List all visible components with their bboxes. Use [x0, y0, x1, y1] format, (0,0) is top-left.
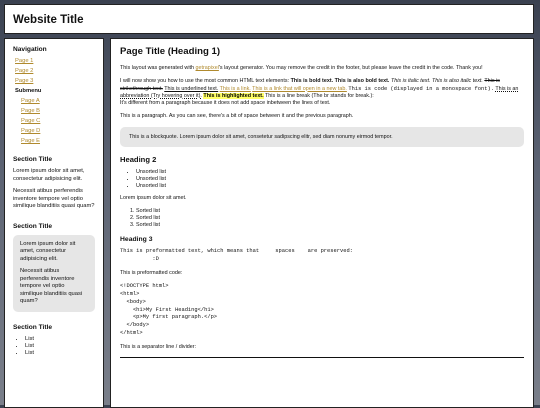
line-break-text: This is a line break (The br stands for break.): [265, 92, 374, 99]
heading-2: Heading 2 [120, 154, 157, 164]
underlined-text: This is underlined text. [164, 85, 219, 92]
elements-paragraph [120, 78, 524, 107]
elements-lead: I will now show you how to use the most common HTML text elements: [120, 78, 291, 85]
nav-list [13, 58, 95, 84]
highlighted-text: This is highlighted text. [203, 92, 264, 99]
list-item: 3. Sorted list [136, 222, 524, 228]
main-content [110, 38, 534, 408]
sidebar-box [13, 235, 95, 312]
submenu-heading: Submenu [15, 88, 42, 94]
sidebar-section-1 [13, 156, 95, 211]
nav-link-page-1[interactable]: Page 1 [15, 58, 34, 64]
lorem-text: Lorem ipsum dolor sit amet. [120, 194, 187, 201]
nav-link-page-2[interactable]: Page 2 [15, 68, 34, 74]
inline-code: This is code (displayed in a monospace font). [348, 85, 494, 92]
section-text: Lorem ipsum dolor sit amet, consectetur adipisicing elit. [13, 168, 85, 182]
heading-3: Heading 3 [120, 236, 153, 244]
sidebar-section-2 [13, 223, 95, 312]
section-text: Necessit atibus perferendis inventore tempore vel optio similique blanditiis quasi quam? [13, 188, 95, 210]
intro-paragraph [120, 65, 524, 72]
section-title: Section Title [13, 323, 53, 331]
preformatted-code-label: This is preformatted code: [120, 269, 183, 276]
section-title: Section Title [13, 222, 53, 230]
separator-label: This is a separator line / divider: [120, 343, 197, 350]
abbreviation: This is an abbreviation (Try hovering over it). [120, 85, 519, 99]
submenu-link-page-e[interactable]: Page E [21, 138, 41, 144]
section-text: Necessit atibus perferendis inventore tempore vel optio similique blanditiis quasi quam? [20, 268, 83, 305]
section-text: Lorem ipsum dolor sit amet, consectetur adipisicing elit. [20, 240, 76, 262]
code-block: <!DOCTYPE html> <html> <body> <h1>My First Heading</h1> <p>My first paragraph.</p> </body> </html> [120, 283, 218, 336]
sidebar-list [13, 336, 95, 356]
section-title: Section Title [13, 156, 53, 163]
nav-heading: Navigation [13, 46, 47, 53]
example-link-new-tab[interactable]: This is a link that will open in a new tab. [252, 85, 347, 92]
site-header [4, 4, 534, 34]
blockquote: This is a blockquote. Lorem ipsum dolor sit amet, consetetur sadipscing elitr, sed diam nonumy eirmod tempor. [120, 127, 524, 147]
preformatted-text: This is preformatted text, which means that spaces are preserved: :D [120, 248, 353, 262]
list-item: • Unsorted list [136, 169, 524, 175]
submenu-link-page-c[interactable]: Page C [21, 118, 41, 124]
sidebar-section-3 [13, 324, 95, 356]
sidebar [4, 38, 104, 408]
list-item: • Unsorted list [136, 176, 524, 182]
nav-link-page-3[interactable]: Page 3 [15, 78, 34, 84]
bold-text: This is bold text. [290, 78, 334, 85]
intro-text: This layout was generated with [120, 65, 196, 71]
generator-link[interactable]: getrapixel [195, 65, 219, 71]
page-title: Page Title (Heading 1) [120, 46, 221, 57]
list-item: 1. Sorted list [136, 208, 524, 214]
list-item: 2. Sorted list [136, 215, 524, 221]
unsorted-list [120, 169, 524, 189]
list-item: • List [25, 343, 95, 349]
list-item: • Unsorted list [136, 183, 524, 189]
strikethrough-text: This is strikethrough text. [120, 78, 500, 92]
submenu-link-page-b[interactable]: Page B [21, 108, 41, 114]
after-break-text: It's different from a paragraph because it does not add space inbetween the lines of text. [120, 100, 331, 107]
submenu-list [13, 98, 95, 144]
submenu-link-page-a[interactable]: Page A [21, 98, 40, 104]
site-title: Website Title [13, 14, 84, 26]
example-link[interactable]: This is a link. [219, 85, 251, 92]
sorted-list [120, 208, 524, 228]
also-italic-text: This is also italic text. [431, 78, 483, 85]
italic-text: This is italic text. [390, 78, 431, 85]
intro-text: 's layout generator. You may remove the credit in the footer, but please leave the credit in the code. Thank you! [218, 65, 483, 71]
also-bold-text: This is also bold text. [334, 78, 390, 85]
list-item: • List [25, 336, 95, 342]
submenu-link-page-d[interactable]: Page D [21, 128, 41, 134]
paragraph: This is a paragraph. As you can see, there's a bit of space between it and the previous paragraph. [120, 113, 354, 120]
separator-line [120, 357, 524, 358]
list-item: • List [25, 350, 95, 356]
